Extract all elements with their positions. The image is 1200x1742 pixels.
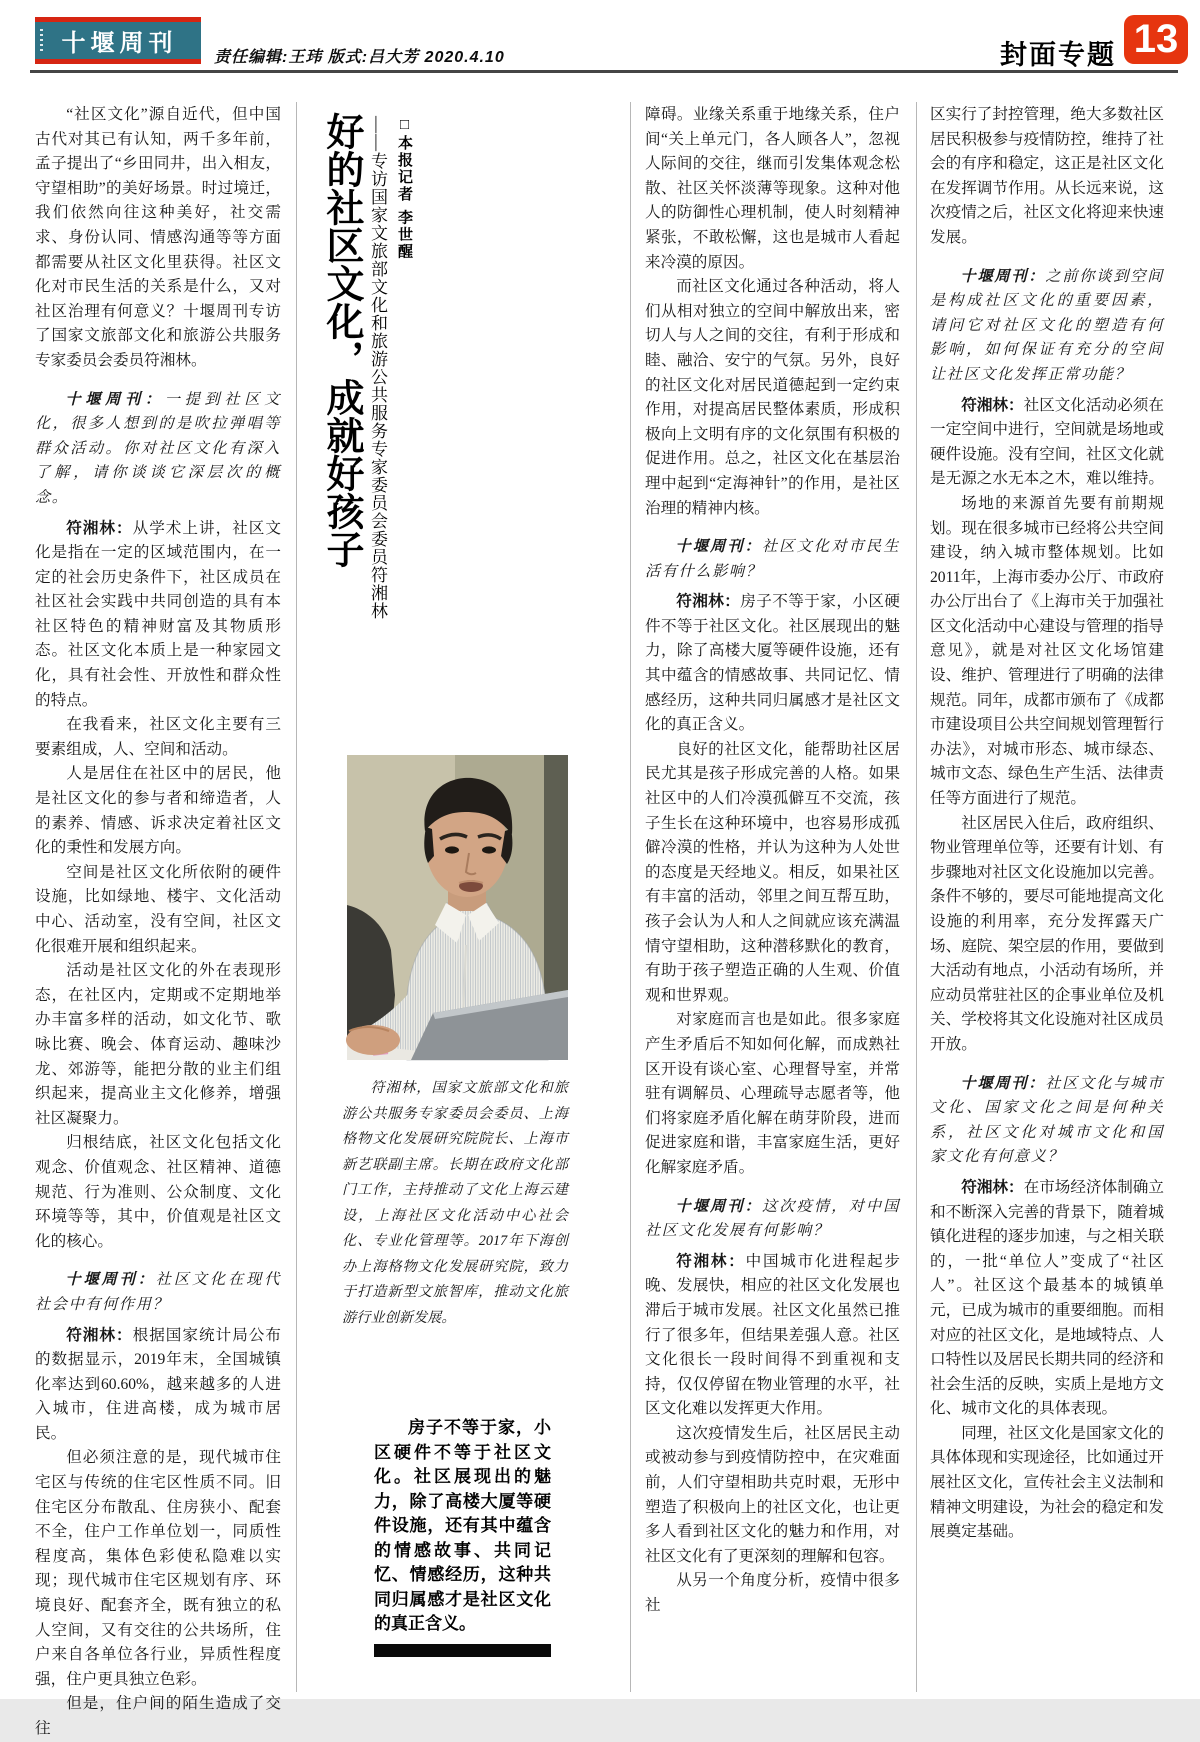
paragraph-text: 空间是社区文化所依附的硬件设施，比如绿地、楼宇、文化活动中心、活动室，没有空间，社区文化很难开展和组织起来。 [35, 863, 281, 955]
speaker-lead: 十堰周刊： [675, 538, 762, 556]
article-column-3 [645, 103, 900, 1619]
article-paragraph [645, 1422, 900, 1570]
editor-credits: 责任编辑:王玮 版式:吕大芳 2020.4.10 [214, 49, 505, 66]
speaker-lead: 符湘林： [961, 1178, 1024, 1196]
article-paragraph [645, 738, 900, 1009]
article-column-1 [35, 103, 281, 1742]
article-paragraph [645, 1195, 900, 1244]
article-paragraph [930, 812, 1164, 1058]
paragraph-text: 这次疫情发生后，社区居民主动或被动参与到疫情防控中，在灾难面前，人们守望相助共克时艰，无形中塑造了积极向上的社区文化，也让更多人看到社区文化的魅力和作用，对社区文化有了更深刻的理解和包容。 [645, 1424, 900, 1565]
pull-quote-text: 房子不等于家，小区硬件不等于社区文化。社区展现出的魅力，除了高楼大厦等硬件设施，还有其中蕴含的情感故事、共同记忆、情感经历，这种共同归属感才是社区文化的真正含义。 [374, 1418, 551, 1633]
article-paragraph [930, 394, 1164, 492]
pull-quote-bar [374, 1644, 551, 1657]
article-paragraph [930, 492, 1164, 812]
paragraph-text: 同理，社区文化是国家文化的具体体现和实现途径，比如通过开展社区文化，宣传社会主义法制和精神文明建设，为社会的稳定和发展奠定基础。 [930, 1424, 1164, 1541]
paragraph-text: 房子不等于家，小区硬件不等于社区文化。社区展现出的魅力，除了高楼大厦等硬件设施，还有其中蕴含的情感故事、共同记忆、情感经历，这种共同归属感才是社区文化的真正含义。 [645, 593, 900, 734]
article-paragraph [35, 1131, 281, 1254]
paragraph-text: 人是居住在社区中的居民，他是社区文化的参与者和缔造者，人的素养、情感、诉求决定着社区文化的秉性和发展方向。 [35, 765, 281, 857]
article-paragraph [645, 103, 900, 275]
paragraph-text: 良好的社区文化，能帮助社区居民尤其是孩子形成完善的人格。如果社区中的人们冷漠孤僻互不交流，孩子生长在这种环境中，也容易形成孤僻冷漠的性格，并认为这种为人处世的态度是天经地义。相反，如果社区有丰富的活动，邻里之间互帮互助，孩子会认为人和人之间就应该充满温情守望相助，这种潜移默化的教育，有助于孩子塑造正确的人生观、价值观和世界观。 [645, 740, 900, 1004]
article-paragraph [35, 1446, 281, 1692]
paragraph-text: 这次疫情，对中国社区文化发展有何影响？ [645, 1197, 900, 1240]
article-paragraph [645, 1250, 900, 1422]
speaker-lead: 符湘林： [961, 396, 1024, 414]
speaker-lead: 十堰周刊： [960, 1074, 1046, 1092]
paragraph-text: 在市场经济体制确立和不断深入完善的背景下，随着城镇化进程的逐步加速，与之相关联的，一批“单位人”变成了“社区人”。社区这个最基本的城镇单元，已成为城市的重要细胞。而相对应的社区文化，是地域特点、人口特性以及居民长期共同的经济和社会生活的反映，实质上是地方文化、城市文化的具体表现。 [930, 1178, 1164, 1418]
paragraph-text: 活动是社区文化的外在表现形态，在社区内，定期或不定期地举办丰富多样的活动，如文化节、歌咏比赛、晚会、体育运动、趣味沙龙、郊游等，能把分散的业主们组织起来，提高业主文化修养，增强社区凝聚力。 [35, 962, 281, 1127]
paragraph-text: 而社区文化通过各种活动，将人们从相对独立的空间中解放出来，密切人与人之间的交往，有利于形成和睦、融洽、安宁的气氛。另外，良好的社区文化对居民道德起到一定约束作用，对提高居民整体素质，形成积极向上文明有序的文化氛围有积极的促进作用。总之，社区文化在基层治理中起到“定海神针”的作用，是社区治理的精神内核。 [645, 278, 900, 517]
paragraph-text: 对家庭而言也是如此。很多家庭产生矛盾后不知如何化解，而成熟社区开设有谈心室、心理督导室，并常驻有调解员、心理疏导志愿者等，他们将家庭矛盾化解在萌芽阶段，进而促进家庭和谐，丰富家庭生活，更好化解家庭矛盾。 [645, 1011, 900, 1176]
paragraph-text: 障碍。业缘关系重于地缘关系，住户间“关上单元门，各人顾各人”，忽视人际间的交往，继而引发集体观念松散、社区关怀淡薄等现象。这种对他人的防御性心理机制，使人时刻精神紧张，不敢松懈，这也是城市人看起来冷漠的原因。 [645, 106, 900, 271]
paragraph-text: 社区居民入住后，政府组织、物业管理单位等，还要有计划、有步骤地对社区文化设施加以完善。条件不够的，要尽可能地提高文化设施的利用率，充分发挥露天广场、庭院、架空层的作用，要做到大活动有地点，小活动有场所，并应动员常驻社区的企事业单位及机关、学校将其文化设施对社区成员开放。 [930, 814, 1164, 1053]
paragraph-text: 从另一个角度分析，疫情中很多社 [645, 1572, 900, 1615]
article-paragraph [645, 275, 900, 521]
column-rule-1 [296, 102, 297, 1692]
speaker-lead: 十堰周刊： [65, 390, 165, 408]
paragraph-text: “社区文化”源自近代，但中国古代对其已有认知，两千多年前，孟子提出了“乡田同井，出入相友，守望相助”的美好场景。时过境迁，我们依然向往这种美好，社交需求、身份认同、情感沟通等等方面都需要从社区文化里获得。社区文化对市民生活的关系是什么，又对社区治理有何意义？十堰周刊专访了国家文旅部文化和旅游公共服务专家委员会委员符湘林。 [35, 106, 281, 369]
article-paragraph [35, 103, 281, 374]
speaker-lead: 十堰周刊： [675, 1197, 762, 1215]
masthead-teal-band [35, 22, 201, 59]
article-paragraph [35, 517, 281, 714]
paragraph-text: 社区文化对市民生活有什么影响？ [645, 538, 900, 580]
article-paragraph [35, 959, 281, 1131]
interview-photo [347, 755, 568, 1060]
interview-photo-graphic [347, 755, 568, 1060]
paragraph-text: 场地的来源首先要有前期规划。现在很多城市已经将公共空间建设，纳入城市整体规划。比如2011年，上海市委办公厅、市政府办公厅出台了《上海市关于加强社区文化活动中心建设与管理的指导意见》，就是对社区文化场馆建设、维护、管理进行了明确的法律规范。同年，成都市颁布了《成都市建设项目公共空间规划管理暂行办法》，对城市形态、城市绿态、城市文态、绿色生产生活、法律责任等方面进行了规范。 [930, 494, 1164, 808]
article-paragraph [645, 590, 900, 738]
masthead-side-marks [40, 29, 43, 53]
article-paragraph [35, 1324, 281, 1447]
sub-headline: ——专访国家文旅部文化和旅游公共服务专家委员会委员符湘林 [368, 116, 387, 620]
masthead-red-bar-bottom [35, 59, 201, 64]
speaker-lead: 符湘林： [676, 593, 741, 611]
reporter-byline: □本报记者 李世醒 [396, 116, 413, 261]
article-paragraph [930, 265, 1164, 388]
article-paragraph [35, 1268, 281, 1317]
paragraph-text: 社区文化与城市文化、国家文化之间是何种关系，社区文化对城市文化和国家文化有何意义？ [930, 1074, 1165, 1166]
paragraph-text: 但必须注意的是，现代城市住宅区与传统的住宅区性质不同。旧住宅区分布散乱、住房狭小、配套不全，住户工作单位划一，同质性程度高，集体色彩使私隐难以实现；现代城市住宅区规划有序、环境良好、配套齐全，既有独立的私人空间，又有交往的公共场所，住户来自各单位各行业，异质性程度强，住户更具独立色彩。 [35, 1449, 281, 1688]
main-headline: 好的社区文化，成就好孩子 [320, 112, 362, 568]
article-paragraph [645, 1008, 900, 1180]
column-rule-3 [916, 102, 917, 1692]
article-paragraph [645, 535, 900, 584]
paragraph-text: 但是，住户间的陌生造成了交往 [35, 1695, 281, 1737]
speaker-lead: 符湘林： [66, 519, 133, 537]
paragraph-text: 区实行了封控管理，绝大多数社区居民积极参与疫情防控，维持了社会的有序和稳定，这正是社区文化在发挥调节作用。从长远来说，这次疫情之后，社区文化将迎来快速发展。 [930, 106, 1164, 246]
paragraph-text: 归根结底，社区文化包括文化观念、价值观念、社区精神、道德规范、行为准则、公众制度、文化环境等等，其中，价值观是社区文化的核心。 [35, 1134, 281, 1250]
paragraph-text: 社区文化活动必须在一定空间中进行，空间就是场地或硬件设施。没有空间，社区文化就是无源之水无本之木，难以维持。 [930, 396, 1164, 488]
speaker-lead: 符湘林： [676, 1252, 746, 1270]
column-rule-2 [630, 102, 631, 1692]
article-paragraph [35, 1692, 281, 1741]
paragraph-text: 在我看来，社区文化主要有三要素组成，人、空间和活动。 [35, 716, 281, 758]
article-paragraph [930, 1072, 1164, 1170]
article-paragraph [35, 861, 281, 959]
header-rule [30, 70, 1178, 73]
speaker-lead: 十堰周刊： [65, 1271, 156, 1289]
masthead-logo [35, 17, 201, 64]
paragraph-text: 中国城市化进程起步晚、发展快，相应的社区文化发展也滞后于城市发展。社区文化虽然已推行了很多年，但结果差强人意。社区文化很长一段时间得不到重视和支持，仅仅停留在物业管理的水平，社区文化难以发挥更大作用。 [645, 1252, 900, 1418]
paragraph-text: 根据国家统计局公布的数据显示，2019年末，全国城镇化率达到60.60%，越来越多的人进入城市，住进高楼，成为城市居民。 [35, 1326, 281, 1442]
article-paragraph [930, 1422, 1164, 1545]
speaker-lead: 符湘林： [66, 1326, 133, 1344]
page-number-badge: 13 [1124, 15, 1188, 64]
article-column-4 [930, 103, 1164, 1545]
article-paragraph [35, 388, 281, 511]
article-paragraph [35, 713, 281, 762]
paragraph-text: 一提到社区文化，很多人想到的是吹拉弹唱等群众活动。你对社区文化有深入了解，请你谈谈它深层次的概念。 [35, 390, 281, 506]
pull-quote-block [374, 1416, 551, 1657]
speaker-lead: 十堰周刊： [960, 267, 1046, 285]
article-paragraph [930, 1176, 1164, 1422]
photo-caption: 符湘林，国家文旅部文化和旅游公共服务专家委员会委员、上海格物文化发展研究院院长、上海市新艺联副主席。长期在政府文化部门工作，主持推动了文化上海云建设，上海社区文化活动中心社会化、专业化管理等。2017年下海创办上海格物文化发展研究院，致力于打造新型文旅智库，推动文化旅游行业创新发展。 [342, 1080, 568, 1326]
paragraph-text: 社区文化在现代社会中有何作用？ [35, 1271, 281, 1313]
section-title: 封面专题 [1000, 40, 1116, 70]
article-paragraph [645, 1569, 900, 1618]
paragraph-text: 从学术上讲，社区文化是指在一定的区域范围内，在一定的社会历史条件下，社区成员在社区社会实践中共同创造的具有本社区特色的精神财富及其物质形态。社区文化本质上是一种家园文化，具有社会性、开放性和群众性的特点。 [35, 519, 281, 709]
article-paragraph [930, 103, 1164, 251]
feature-column [312, 100, 572, 1699]
masthead-title: 十堰周刊 [61, 31, 178, 57]
paragraph-text: 之前你谈到空间是构成社区文化的重要因素，请问它对社区文化的塑造有何影响，如何保证有充分的空间让社区文化发挥正常功能？ [930, 267, 1165, 383]
article-paragraph [35, 762, 281, 860]
